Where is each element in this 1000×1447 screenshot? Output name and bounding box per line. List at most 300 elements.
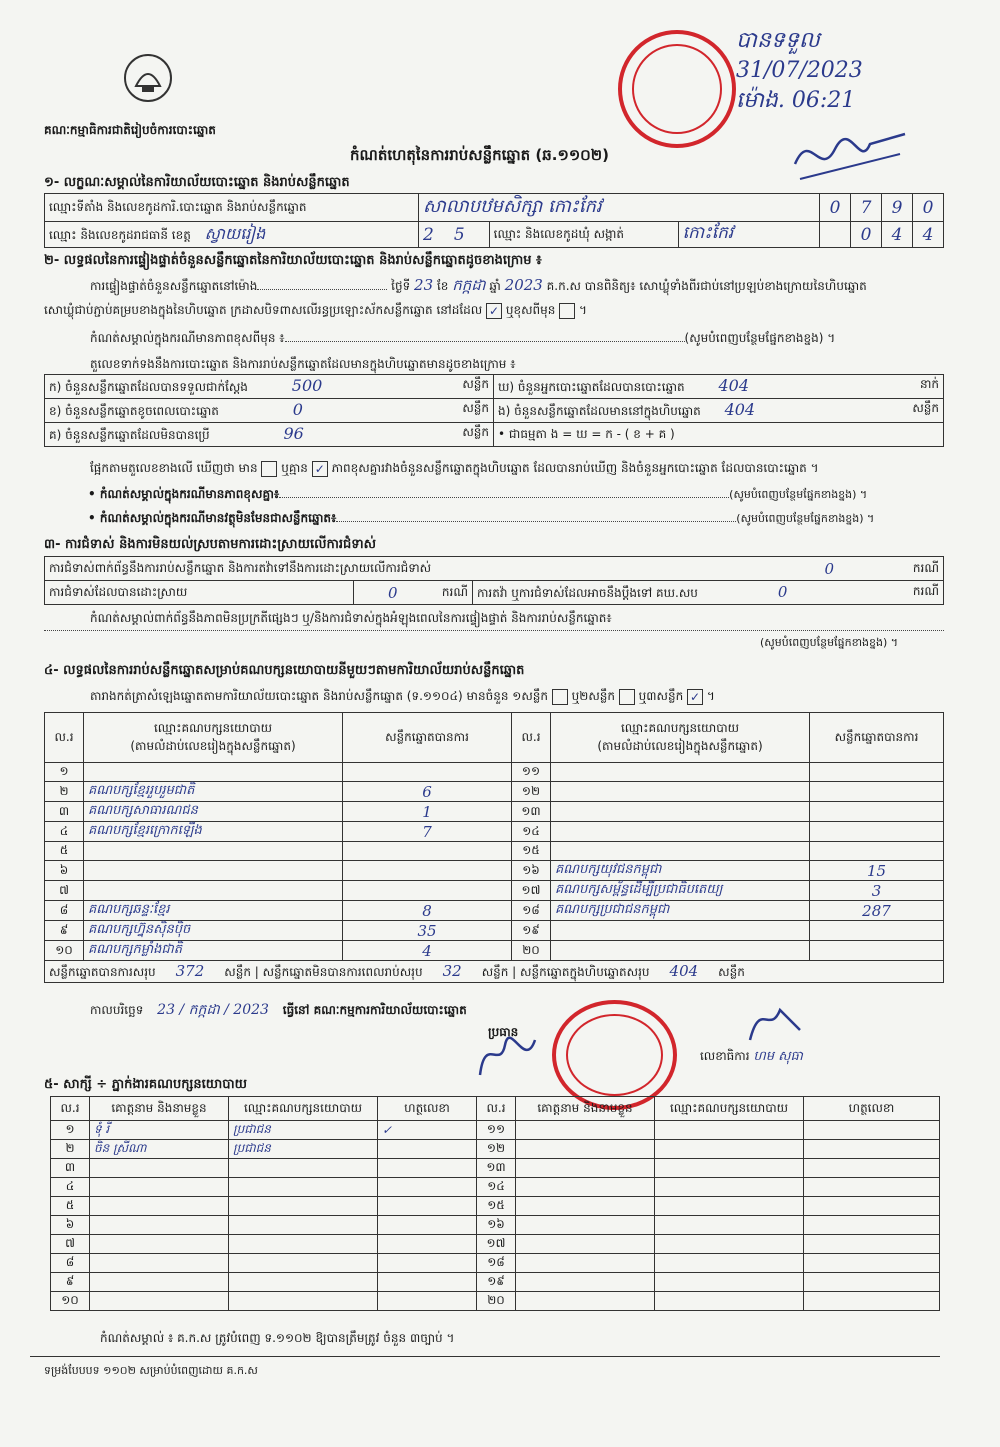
unit: នាក់ [919, 377, 939, 391]
witness-party [229, 1216, 378, 1235]
appeal-value: 0 [777, 582, 788, 601]
received-label: ក) ចំនួនសន្លឹកឆ្នោតដែលបានទទួលជាក់ស្តែង [49, 380, 248, 394]
objection-value: 0 [824, 559, 835, 578]
receipt-note-line3: ម៉ោង. 06:21 [736, 88, 856, 113]
col-no: ល.រ [477, 1097, 516, 1121]
org-name: គណៈកម្មាធិការជាតិរៀបចំការបោះឆ្នោត [44, 123, 216, 137]
witness-party [655, 1140, 804, 1159]
witness-name [90, 1197, 229, 1216]
fill-hint: (សូមបំពេញបន្ថែមផ្នែកខាងខ្នង) ។ [729, 488, 868, 501]
table-row [45, 822, 944, 842]
unit: សន្លឹក [912, 401, 939, 415]
two-sheet-label: ឬ២សន្លឹក [571, 689, 616, 703]
row-no: ១ [45, 763, 84, 782]
objection-label: ការជំទាស់ពាក់ព័ន្ធនឹងការរាប់សន្លឹកឆ្នោត និងការតវ៉ាទៅនឹងការដោះស្រាយលើការជំទាស់ [49, 560, 432, 575]
party-votes [810, 802, 944, 822]
location-label: ឈ្មោះទីតាំង និងលេខកូដការិ.បោះឆ្នោត និងរាប់សន្លឹកឆ្នោត [45, 194, 419, 222]
witness-party [655, 1197, 804, 1216]
results-table [44, 712, 944, 983]
secretary-signature [740, 1000, 810, 1049]
no-difference-checkbox[interactable]: ✓ [312, 461, 328, 477]
totals-row: សន្លឹកឆ្នោតបានការសរុប 372 សន្លឹក | សន្លឹកឆ្នោតមិនបានការពេលរាប់សរុប 32 សន្លឹក | សន្លឹកឆ្នោតក្នុងហិបឆ្នោតសរុប 404 សន្លឹក [45, 961, 944, 983]
province-value: ស្វាយរៀង [204, 223, 266, 243]
row-no: ៥ [51, 1197, 90, 1216]
witness-party: ប្រជាជន [229, 1140, 378, 1159]
committee-label: ធ្វើនៅ គណៈកម្មការការិយាល័យបោះឆ្នោត [282, 1003, 467, 1017]
witness-party [655, 1159, 804, 1178]
row-no: ៤ [51, 1178, 90, 1197]
note-diff-label: កំណត់សម្គាល់ក្នុងករណីមានភាពខុសពីមុន ៖ [90, 331, 285, 345]
row-no: ១៨ [477, 1254, 516, 1273]
verification-text: ការផ្ទៀងផ្ទាត់ចំនួនសន្លឹកឆ្នោតនៅម៉ោង [90, 279, 258, 293]
col-name: គោត្តនាម និងនាមខ្លួន [516, 1097, 655, 1121]
row-no: ៥ [45, 842, 84, 861]
row-no: ៣ [45, 802, 84, 822]
party-votes: 6 [343, 782, 512, 802]
resolved-label: ការជំទាស់ដែលបានដោះស្រាយ [45, 581, 354, 605]
row-no: ៧ [51, 1235, 90, 1254]
witness-name [90, 1235, 229, 1254]
witness-signature [378, 1292, 477, 1311]
unit: ករណី [912, 583, 939, 598]
witness-party [229, 1159, 378, 1178]
witness-name: ចិន ស្រីណា [90, 1140, 229, 1159]
party-name: គណបក្សហ្វ៊ុនស៊ិនប៉ិច [84, 921, 343, 941]
fill-hint-3: (សូមបំពេញបន្ថែមផ្នែកខាងខ្នង) ។ [760, 636, 899, 649]
unit: សន្លឹក [462, 377, 489, 391]
table-row [51, 1121, 940, 1140]
receipt-signature [790, 124, 910, 188]
col-party: ឈ្មោះគណបក្សនយោបាយ [229, 1097, 378, 1121]
has-difference-checkbox[interactable] [261, 461, 277, 477]
row-no: ៨ [51, 1254, 90, 1273]
year-label: ឆ្នាំ [489, 279, 501, 293]
two-sheet-checkbox[interactable] [619, 689, 635, 705]
witness-party [655, 1292, 804, 1311]
official-stamp-bottom [552, 1000, 677, 1110]
section-1-table [44, 193, 944, 248]
col-no: ល.រ [45, 713, 84, 763]
table-row [51, 1140, 940, 1159]
party-name [84, 881, 343, 901]
total-box-value: 404 [669, 961, 699, 980]
party-votes [810, 763, 944, 782]
party-votes: 35 [343, 921, 512, 941]
witness-name [516, 1178, 655, 1197]
row-no: ១៤ [477, 1178, 516, 1197]
row-no: ៣ [51, 1159, 90, 1178]
table-row [51, 1159, 940, 1178]
location-code-digit: 0 [913, 194, 944, 222]
irregularity-note: កំណត់សម្គាល់ពាក់ព័ន្ធនឹងភាពមិនប្រក្រតីផ្សេងៗ ឬ/និងការជំទាស់ក្នុងអំឡុងពេលនៃការផ្ទៀងផ្ទាត់ និងការរាប់សន្លឹកឆ្នោត៖ [90, 611, 612, 625]
signing-date-value: 23 / កក្កដា / 2023 [157, 1002, 269, 1018]
witness-party [655, 1235, 804, 1254]
verification-line-1 [90, 276, 867, 298]
party-votes [343, 763, 512, 782]
row-no: ៦ [51, 1216, 90, 1235]
table-row [51, 1292, 940, 1311]
witness-name [90, 1254, 229, 1273]
party-name: គណបក្សខ្មែររួបរួមជាតិ [84, 782, 343, 802]
party-name: គណបក្សសាធារណជន [84, 802, 343, 822]
witness-party [229, 1273, 378, 1292]
row-no: ៧ [45, 881, 84, 901]
witness-signature [378, 1235, 477, 1254]
col-party-title: ឈ្មោះគណបក្សនយោបាយ [620, 720, 740, 735]
row-no: ៩ [51, 1273, 90, 1292]
party-votes [810, 921, 944, 941]
location-code-digit: 0 [820, 194, 851, 222]
row-no: ១៧ [477, 1235, 516, 1254]
official-stamp-top [618, 30, 736, 148]
party-votes [343, 881, 512, 901]
objection-row-1 [45, 557, 944, 581]
unit: សន្លឹក [718, 964, 745, 979]
party-votes: 3 [810, 881, 944, 901]
witness-party [655, 1254, 804, 1273]
figures-table [44, 374, 944, 447]
witness-signature [378, 1216, 477, 1235]
row-no: ៨ [45, 901, 84, 921]
witness-signature [804, 1273, 940, 1292]
one-sheet-checkbox[interactable] [552, 689, 568, 705]
row-no: ៤ [45, 822, 84, 842]
party-name [84, 763, 343, 782]
formula: • ជាធម្មតា ង = ឃ = ក - ( ខ + គ ) [494, 423, 944, 447]
table-row [45, 763, 944, 782]
province-label [45, 222, 419, 248]
discrepancy-text-a: ផ្អែកតាមតួលេខខាងលើ ឃើញថា មាន [90, 461, 258, 475]
table-row [45, 901, 944, 921]
row-no: ១៣ [477, 1159, 516, 1178]
unused-value: 96 [283, 424, 304, 443]
witness-party [655, 1121, 804, 1140]
witness-name [516, 1254, 655, 1273]
table-row [51, 1235, 940, 1254]
objections-table [44, 556, 944, 605]
receipt-note-line1: បានទទួល [736, 28, 820, 53]
commune-code-digit: 0 [851, 222, 882, 248]
party-votes: 287 [810, 901, 944, 921]
table-row [45, 782, 944, 802]
chair-signature [470, 1030, 540, 1084]
witness-party [655, 1216, 804, 1235]
party-name: គណបក្សឆន្ទៈខ្មែរ [84, 901, 343, 921]
party-votes [810, 822, 944, 842]
secretary-label: លេខាធិការ [700, 1049, 750, 1063]
unit: ករណី [912, 560, 939, 575]
witness-signature [804, 1254, 940, 1273]
footnote: កំណត់សម្គាល់ ៖ គ.ក.ស ត្រូវបំពេញ ទ.១១០២ ឱ្យបានត្រឹមត្រូវ ចំនួន ៣ច្បាប់ ។ [100, 1331, 455, 1345]
row-no: ១១ [512, 763, 551, 782]
witness-signature [804, 1159, 940, 1178]
total-invalid-value: 32 [442, 961, 462, 980]
discrepancy-text-b: ឬគ្មាន [281, 461, 308, 475]
commune-code-digit: 4 [913, 222, 944, 248]
section-1-title: ១- លក្ខណៈសម្គាល់នៃការិយាល័យបោះឆ្នោត និងរាប់សន្លឹកឆ្នោត [44, 175, 350, 190]
verification-text-2: គ.ក.ស បានពិនិត្យ៖ សោឃ្លុំទាំងពីរជាប់នៅប្រឡប់ខាងក្រោយនៃហិបឆ្នោត [546, 279, 867, 293]
commune-label: ឈ្មោះ និងលេខកូដឃុំ សង្កាត់ [489, 222, 678, 248]
witness-signature [378, 1178, 477, 1197]
table-row [45, 861, 944, 881]
table-row [51, 1178, 940, 1197]
table-row [45, 842, 944, 861]
table-row [45, 802, 944, 822]
resolved-value: 0 [388, 583, 398, 602]
col-party-sub: (តាមលំដាប់លេខរៀងក្នុងសន្លឹកឆ្នោត) [130, 738, 296, 753]
fill-hint: (សូមបំពេញបន្ថែមផ្នែកខាងខ្នង) ។ [736, 512, 875, 525]
unit: សន្លឹក [481, 964, 509, 979]
witness-party [229, 1178, 378, 1197]
three-sheet-checkbox[interactable]: ✓ [687, 689, 703, 705]
witness-signature [804, 1235, 940, 1254]
unit: សន្លឹក [224, 964, 251, 979]
witness-signature [378, 1140, 477, 1159]
row-no: ១៣ [512, 802, 551, 822]
witness-signature [378, 1197, 477, 1216]
three-sheet-label: ឬ៣សន្លឹក [638, 689, 684, 703]
witness-signature [804, 1292, 940, 1311]
fill-hint: (សូមបំពេញបន្ថែមផ្នែកខាងខ្នង) ។ [684, 331, 836, 345]
party-name [551, 941, 810, 961]
col-party-title: ឈ្មោះគណបក្សនយោបាយ [153, 720, 273, 735]
witness-table [50, 1096, 940, 1311]
date-month: កក្កដា [452, 276, 486, 294]
party-name [84, 861, 343, 881]
witness-signature [804, 1216, 940, 1235]
row-no: ១៦ [477, 1216, 516, 1235]
row-no: ៦ [45, 861, 84, 881]
row-no: ១៥ [512, 842, 551, 861]
col-sign: ហត្ថលេខា [804, 1097, 940, 1121]
note-diff-line [90, 330, 835, 348]
note-discrepancy-label: • កំណត់សម្គាល់ក្នុងករណីមានភាពខុសគ្នា៖ [88, 487, 280, 501]
row-no: ៩ [45, 921, 84, 941]
province-code-digit: 5 [453, 224, 485, 245]
party-name: គណបក្សប្រជាជនកម្ពុជា [551, 901, 810, 921]
witness-signature [804, 1178, 940, 1197]
discrepancy-text-c: ភាពខុសគ្នារវាងចំនួនសន្លឹកឆ្នោតក្នុងហិបឆ្នោត ដែលបានរាប់ឃើញ និងចំនួនអ្នកបោះឆ្នោត ដែលបានបោះឆ្នោត ។ [331, 461, 819, 475]
witness-signature [804, 1140, 940, 1159]
party-votes: 15 [810, 861, 944, 881]
witness-signature [378, 1254, 477, 1273]
tally-intro-line: តារាងកត់ត្រាសំឡេងឆ្នោតតាមការិយាល័យបោះឆ្នោត និងរាប់សន្លឹកឆ្នោត (ទ.១១០៤) មានចំនួន ១សន្លឹក ឬ២សន្លឹក ឬ៣សន្លឹក ✓ ។ [90, 689, 715, 704]
table-row [51, 1254, 940, 1273]
row-no: ២០ [512, 941, 551, 961]
commune-code-digit: 4 [882, 222, 913, 248]
emblem-icon [122, 52, 174, 104]
unit: ករណី [441, 584, 468, 599]
witness-name [516, 1197, 655, 1216]
witness-party: ប្រជាជន [229, 1121, 378, 1140]
witness-party [655, 1178, 804, 1197]
party-name [551, 763, 810, 782]
col-party: ឈ្មោះគណបក្សនយោបាយ [655, 1097, 804, 1121]
total-box-label: សន្លឹកឆ្នោតក្នុងហិបឆ្នោតសរុប [520, 964, 650, 979]
col-name: គោត្តនាម និងនាមខ្លួន [90, 1097, 229, 1121]
witness-name [90, 1216, 229, 1235]
party-name: គណបក្សខ្មែរក្រោកឡើង [84, 822, 343, 842]
witness-name [516, 1292, 655, 1311]
witness-party [229, 1292, 378, 1311]
witness-name [516, 1216, 655, 1235]
table-row [51, 1216, 940, 1235]
party-name [84, 842, 343, 861]
form-title: កំណត់ហេតុនៃការរាប់សន្លឹកឆ្នោត (ឆ.១១០២) [350, 146, 610, 164]
party-votes [810, 782, 944, 802]
witness-party [655, 1273, 804, 1292]
total-invalid-label: សន្លឹកឆ្នោតមិនបានការពេលរាប់សរុប [262, 964, 423, 979]
row-no: ១៨ [512, 901, 551, 921]
resolved-cell [354, 581, 473, 605]
spoiled-value: 0 [292, 400, 303, 419]
row-no: ១០ [45, 941, 84, 961]
in-box-value: 404 [724, 400, 756, 419]
col-party-sub: (តាមលំដាប់លេខរៀងក្នុងសន្លឹកឆ្នោត) [597, 738, 763, 753]
party-name [551, 921, 810, 941]
figures-intro: តួលេខទាក់ទងនឹងការបោះឆ្នោត និងការរាប់សន្លឹកឆ្នោតដែលមានក្នុងហិបឆ្នោតមានដូចខាងក្រោម ៖ [90, 357, 516, 371]
received-value: 500 [291, 376, 323, 395]
form-footer: ទម្រង់បែបបទ ១១០២ សម្រាប់បំពេញដោយ គ.ក.ស [44, 1364, 258, 1377]
verification-line-2: សោឃ្លុំជាប់ភ្ជាប់គម្របខាងក្នុងនៃហិបឆ្នោត ក្រដាសបិទពាសលើរន្ធប្រឡោះស័កសន្លឹកឆ្នោត នៅដដែល ✓ ឬខុសពីមុន ។ [44, 303, 587, 318]
section-4-title: ៤- លទ្ធផលនៃការរាប់សន្លឹកឆ្នោតសម្រាប់គណបក្សនយោបាយនីមួយៗតាមការិយាល័យរាប់សន្លឹកឆ្នោត [44, 663, 525, 678]
party-votes: 7 [343, 822, 512, 842]
section-5-title: ៥- សាក្សី ÷ ភ្នាក់ងារគណបក្សនយោបាយ [44, 1077, 247, 1092]
witness-name [90, 1292, 229, 1311]
date-day: 23 [414, 276, 434, 294]
witness-name [90, 1178, 229, 1197]
witness-name [516, 1140, 655, 1159]
col-votes: សន្លឹកឆ្នោតបានការ [343, 713, 512, 763]
signing-date-label: កាលបរិច្ឆេទ [90, 1003, 144, 1017]
row-no: ១ [51, 1121, 90, 1140]
party-votes [810, 941, 944, 961]
col-no: ល.រ [51, 1097, 90, 1121]
table-row [51, 1273, 940, 1292]
location-code-digit: 9 [882, 194, 913, 222]
row-no: ១០ [51, 1292, 90, 1311]
unused-label: គ) ចំនួនសន្លឹកឆ្នោតដែលមិនបានប្រើ [49, 428, 210, 442]
row-no: ១២ [477, 1140, 516, 1159]
table-row [45, 941, 944, 961]
party-votes: 8 [343, 901, 512, 921]
row-no: ២០ [477, 1292, 516, 1311]
tally-intro: តារាងកត់ត្រាសំឡេងឆ្នោតតាមការិយាល័យបោះឆ្នោត និងរាប់សន្លឹកឆ្នោត (ទ.១១០៤) មានចំនួន ១សន្លឹក [90, 689, 548, 703]
location-code-digit: 7 [851, 194, 882, 222]
witness-signature [378, 1273, 477, 1292]
voters-label: ឃ) ចំនួនអ្នកបោះឆ្នោតដែលបានបោះឆ្នោត [498, 380, 685, 394]
chair-label: ប្រធាន [488, 1025, 519, 1039]
row-no: ១៥ [477, 1197, 516, 1216]
note-discrepancy-line [88, 486, 867, 504]
col-party [84, 713, 343, 763]
party-name [551, 842, 810, 861]
row-no: ១៩ [477, 1273, 516, 1292]
section-3-title: ៣- ការជំទាស់ និងការមិនយល់ស្របតាមការដោះស្រាយលើការជំទាស់ [44, 537, 376, 552]
party-votes [343, 842, 512, 861]
spoiled-label: ខ) ចំនួនសន្លឹកឆ្នោតខូចពេលបោះឆ្នោត [49, 404, 219, 418]
table-row [45, 921, 944, 941]
seal-text: សោឃ្លុំជាប់ភ្ជាប់គម្របខាងក្នុងនៃហិបឆ្នោត ក្រដាសបិទពាសលើរន្ធប្រឡោះស័កសន្លឹកឆ្នោត នៅដដែល [44, 303, 483, 317]
note-foreign-object-line [88, 510, 874, 528]
in-box-label: ង) ចំនួនសន្លឹកឆ្នោតដែលមាននៅក្នុងហិបឆ្នោត [498, 404, 701, 418]
secretary-line [700, 1048, 803, 1067]
province-label-text: ឈ្មោះ និងលេខកូដរាជធានី ខេត្ត [49, 227, 191, 242]
receipt-note [736, 26, 863, 116]
witness-party [229, 1254, 378, 1273]
row-no: ១២ [512, 782, 551, 802]
party-name: គណបក្សកម្លាំងជាតិ [84, 941, 343, 961]
row-no: ១៤ [512, 822, 551, 842]
discrepancy-line [90, 460, 819, 478]
col-party [551, 713, 810, 763]
col-sign: ហត្ថលេខា [378, 1097, 477, 1121]
witness-name [90, 1159, 229, 1178]
party-name: គណបក្សយុវជនកម្ពុជា [551, 861, 810, 881]
witness-name [516, 1121, 655, 1140]
witness-name [90, 1273, 229, 1292]
party-name: គណបក្សសម្ព័ន្ធដើម្បីប្រជាធិបតេយ្យ [551, 881, 810, 901]
row-no: ១៩ [512, 921, 551, 941]
witness-name [516, 1235, 655, 1254]
appeal-cell [473, 581, 944, 605]
witness-name: ទុំ រី [90, 1121, 229, 1140]
province-code-digit: 2 [423, 224, 454, 245]
commune-value: កោះកែវ [678, 222, 819, 248]
secretary-name: ហម សុធា [753, 1049, 803, 1064]
unit: សន្លឹក [462, 401, 489, 415]
unit: សន្លឹក [462, 425, 489, 439]
date-year: 2023 [504, 276, 543, 294]
voters-value: 404 [718, 376, 749, 395]
witness-signature [804, 1121, 940, 1140]
row-no: ១៦ [512, 861, 551, 881]
witness-party [229, 1235, 378, 1254]
party-name [551, 802, 810, 822]
party-votes [343, 861, 512, 881]
location-value: សាលាបឋមសិក្សា កោះកែវ [419, 194, 820, 222]
witness-party [229, 1197, 378, 1216]
row-no: ២ [45, 782, 84, 802]
row-no: ២ [51, 1140, 90, 1159]
appeal-label: ការតវ៉ា ឬការជំទាស់ដែលអាចនឹងប្តឹងទៅ គឃ.សប [477, 585, 698, 600]
receipt-note-line2: 31/07/2023 [736, 58, 863, 83]
party-name [551, 782, 810, 802]
province-code [419, 222, 490, 248]
table-row [45, 881, 944, 901]
changed-checkbox[interactable] [559, 303, 575, 319]
total-valid-label: សន្លឹកឆ្នោតបានការសរុប [49, 964, 156, 979]
col-votes: សន្លឹកឆ្នោតបានការ [810, 713, 944, 763]
unchanged-checkbox[interactable]: ✓ [486, 303, 502, 319]
signing-date-line [90, 1000, 467, 1021]
party-votes [810, 842, 944, 861]
row-no: ១១ [477, 1121, 516, 1140]
table-row [51, 1197, 940, 1216]
col-no: ល.រ [512, 713, 551, 763]
total-valid-value: 372 [175, 961, 205, 980]
witness-name [516, 1273, 655, 1292]
witness-signature [378, 1159, 477, 1178]
witness-name [516, 1159, 655, 1178]
party-name [551, 822, 810, 842]
date-label: ថ្ងៃទី [391, 279, 411, 293]
witness-signature [804, 1197, 940, 1216]
party-votes: 4 [343, 941, 512, 961]
section-2-title: ២- លទ្ធផលនៃការផ្ទៀងផ្ទាត់ចំនួនសន្លឹកឆ្នោតនៃការិយាល័យបោះឆ្នោត និងរាប់សន្លឹកឆ្នោតដូចខាងក្រោម ៖ [44, 253, 542, 268]
party-votes: 1 [343, 802, 512, 822]
row-no: ១៧ [512, 881, 551, 901]
